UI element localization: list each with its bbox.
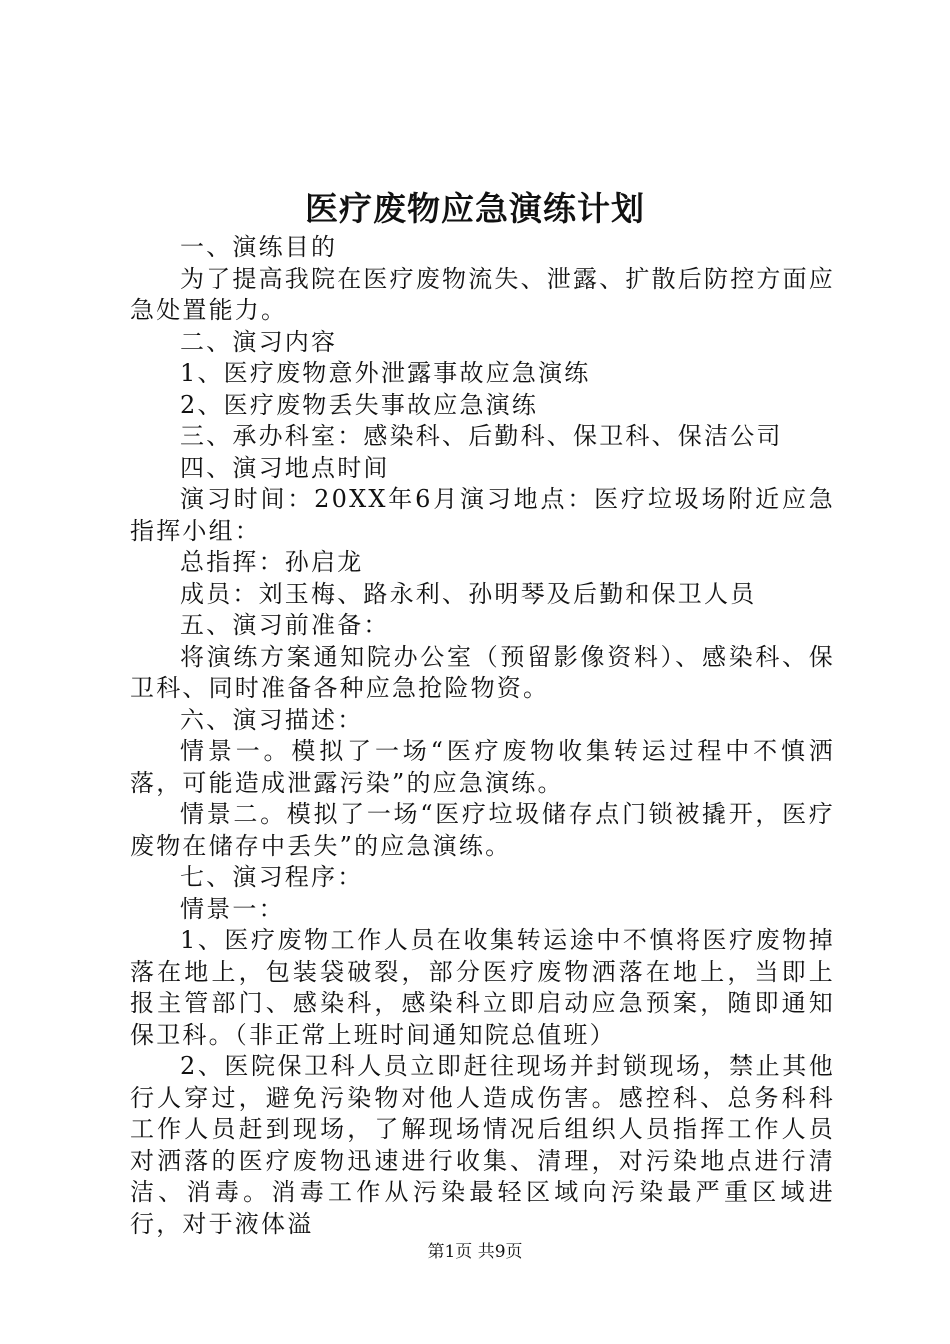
paragraph: 1、医疗废物工作人员在收集转运途中不慎将医疗废物掉落在地上，包装袋破裂，部分医疗废物洒落在地上，当即上报主管部门、感染科，感染科立即启动应急预案，随即通知保卫科。（非正常上班时间通知院总值班） [130, 926, 835, 1049]
document-title: 医疗废物应急演练计划 [305, 189, 645, 228]
list-item: 2、医疗废物丢失事故应急演练 [180, 390, 539, 419]
paragraph: 为了提高我院在医疗废物流失、泄露、扩散后防控方面应急处置能力。 [130, 264, 835, 324]
paragraph: 2、医院保卫科人员立即赶往现场并封锁现场，禁止其他行人穿过，避免污染物对他人造成伤害。感控科、总务科科工作人员赶到现场，了解现场情况后组织人员指挥工作人员对洒落的医疗废物迅速进行收集、清理，对污染地点进行清洁、消毒。消毒工作从污染最轻区域向污染最严重区域进行，对于液体溢 [130, 1052, 835, 1238]
document-body [130, 232, 835, 1240]
section-heading: 四、演习地点时间 [180, 453, 390, 482]
paragraph: 情景一： [180, 894, 285, 923]
section-heading: 三、承办科室：感染科、后勤科、保卫科、保洁公司 [180, 422, 783, 450]
paragraph: 将演练方案通知院办公室（预留影像资料）、感染科、保卫科、同时准备各种应急抢险物资。 [130, 642, 835, 702]
section-heading: 二、演习内容 [180, 327, 338, 356]
section-heading: 六、演习描述： [180, 705, 364, 734]
list-item: 1、医疗废物意外泄露事故应急演练 [180, 359, 591, 387]
paragraph: 情景二。模拟了一场“医疗垃圾储存点门锁被撬开，医疗废物在储存中丢失”的应急演练。 [130, 800, 835, 860]
section-heading: 七、演习程序： [180, 863, 364, 891]
paragraph: 演习时间：20XX年6月演习地点：医疗垃圾场附近应急指挥小组： [130, 485, 835, 545]
section-heading: 一、演练目的 [180, 233, 338, 261]
paragraph: 成员：刘玉梅、路永利、孙明琴及后勤和保卫人员 [180, 579, 757, 608]
section-heading: 五、演习前准备： [180, 611, 390, 639]
page-footer: 第1页 共9页 [427, 1242, 523, 1262]
paragraph: 总指挥：孙启龙 [180, 548, 364, 576]
paragraph: 情景一。模拟了一场“医疗废物收集转运过程中不慎洒落，可能造成泄露污染”的应急演练。 [130, 737, 835, 797]
